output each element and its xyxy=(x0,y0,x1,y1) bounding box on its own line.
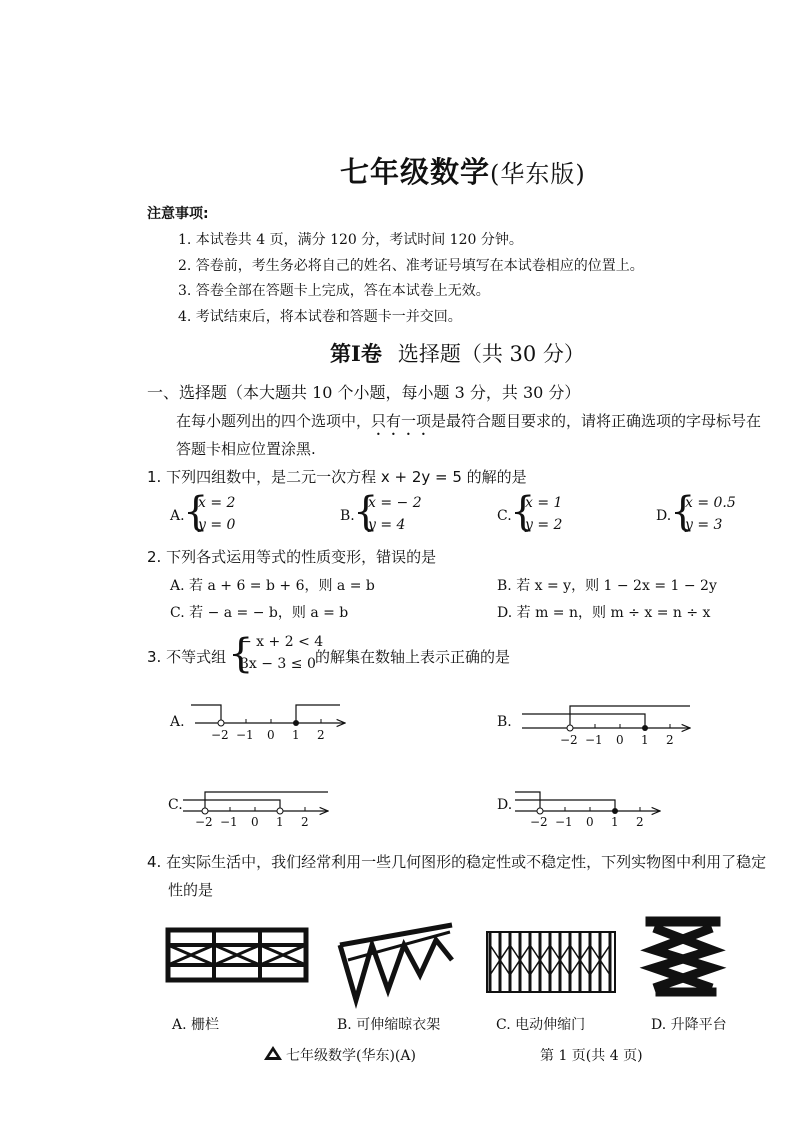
q1-a-eq2: y = 0 xyxy=(198,517,236,533)
tick-label: 1 xyxy=(611,815,619,829)
title-main: 七年级数学 xyxy=(340,155,491,189)
tick-label: −2 xyxy=(211,728,229,742)
q1-c-brace: { xyxy=(510,489,536,535)
numberline-a xyxy=(191,705,345,726)
instr-text-a: 在每小题列出的四个选项中， xyxy=(176,412,372,430)
tick-label: 0 xyxy=(616,733,624,747)
q4-stem-line-1: 4. 在实际生活中，我们经常利用一些几何图形的稳定性或不稳定性，下列实物图中利用了稳定 xyxy=(147,853,767,871)
tick-label: −2 xyxy=(195,815,213,829)
notice-item-4: 4. 考试结束后，将本试卷和答题卡一并交回。 xyxy=(178,309,462,325)
tick-label: −1 xyxy=(220,815,238,829)
tick-label: −2 xyxy=(560,733,578,747)
q3-ineq2: 3x − 3 ≤ 0 xyxy=(240,656,316,672)
q1-d-eq2: y = 3 xyxy=(685,517,723,533)
section-label: 第Ⅰ卷 xyxy=(330,341,382,366)
q1-a-label: A. xyxy=(170,508,185,524)
instr-emphasis: 只有一项 xyxy=(371,412,432,430)
q3-ineq1: − x + 2 < 4 xyxy=(240,634,324,650)
notice-item-3: 3. 答卷全部在答题卡上完成，答在本试卷上无效。 xyxy=(178,283,490,299)
tick-label: 2 xyxy=(317,728,325,742)
retractable-gate-picture xyxy=(487,932,615,992)
tick-label: 2 xyxy=(666,733,674,747)
exam-logo-icon xyxy=(264,1046,282,1060)
q1-d-eq1: x = 0.5 xyxy=(685,495,736,511)
q2-option-b: B. 若 x = y，则 1 − 2x = 1 − 2y xyxy=(497,578,717,594)
q2-stem: 2. 下列各式运用等式的性质变形，错误的是 xyxy=(147,548,437,566)
q1-d-label: D. xyxy=(656,508,672,524)
footer-page-number: 第 1 页(共 4 页) xyxy=(540,1048,643,1064)
clothes-rack-picture xyxy=(340,925,452,1000)
tick-label: 1 xyxy=(292,728,300,742)
fence-picture xyxy=(168,930,306,980)
q1-c-eq2: y = 2 xyxy=(525,517,563,533)
q1-d-brace: { xyxy=(670,489,696,535)
tick-label: −1 xyxy=(555,815,573,829)
q1-b-eq2: y = 4 xyxy=(368,517,406,533)
tick-label: 0 xyxy=(586,815,594,829)
tick-label: −1 xyxy=(585,733,603,747)
tick-label: 0 xyxy=(267,728,275,742)
q1-b-brace: { xyxy=(353,489,379,535)
q3-option-c-label: C. xyxy=(168,797,183,813)
notice-heading: 注意事项: xyxy=(147,206,209,222)
tick-label: 2 xyxy=(301,815,309,829)
section-name: 选择题（共 30 分） xyxy=(397,342,585,366)
q1-b-eq1: x = − 2 xyxy=(368,495,422,511)
tick-label: 1 xyxy=(641,733,649,747)
lift-platform-picture xyxy=(646,917,720,996)
q1-stem: 1. 下列四组数中，是二元一次方程 x + 2y = 5 的解的是 xyxy=(147,468,527,486)
q3-option-b-label: B. xyxy=(497,714,512,730)
q4-option-b: B. 可伸缩晾衣架 xyxy=(337,1017,441,1033)
footer-exam-name: 七年级数学(华东)(A) xyxy=(286,1048,416,1064)
q1-b-label: B. xyxy=(340,508,355,524)
q3-option-d-label: D. xyxy=(497,797,513,813)
q2-option-c: C. 若 − a = − b，则 a = b xyxy=(170,605,349,621)
q4-option-c: C. 电动伸缩门 xyxy=(496,1017,586,1033)
q3-option-a-label: A. xyxy=(170,714,185,730)
q1-a-brace: { xyxy=(183,489,209,535)
q3-stem-b: 的解集在数轴上表示正确的是 xyxy=(315,648,511,666)
q2-option-a: A. 若 a + 6 = b + 6，则 a = b xyxy=(170,578,375,594)
notice-item-2: 2. 答卷前，考生务必将自己的姓名、准考证号填写在本试卷相应的位置上。 xyxy=(178,258,644,274)
part-heading: 一、选择题（本大题共 10 个小题，每小题 3 分，共 30 分） xyxy=(147,383,581,402)
q4-option-d: D. 升降平台 xyxy=(651,1017,727,1033)
numberline-c xyxy=(183,792,328,814)
title-edition: (华东版) xyxy=(490,160,586,188)
q3-brace: { xyxy=(228,631,254,677)
tick-label: 0 xyxy=(251,815,259,829)
numberline-d xyxy=(515,792,660,814)
numberline-b xyxy=(522,706,690,731)
instr-text-b: 是最符合题目要求的，请将正确选项的字母标号在 xyxy=(431,412,762,430)
tick-label: 2 xyxy=(636,815,644,829)
q1-c-label: C. xyxy=(497,508,512,524)
q4-stem-line-2: 性的是 xyxy=(168,881,214,899)
instructions-line-2: 答题卡相应位置涂黑. xyxy=(176,440,316,458)
q1-a-eq1: x = 2 xyxy=(198,495,236,511)
q4-option-a: A. 栅栏 xyxy=(172,1017,220,1033)
notice-item-1: 1. 本试卷共 4 页，满分 120 分，考试时间 120 分钟。 xyxy=(178,232,523,248)
tick-label: −2 xyxy=(530,815,548,829)
tick-label: 1 xyxy=(276,815,284,829)
q3-stem-a: 3. 不等式组 xyxy=(147,648,227,666)
q2-option-d: D. 若 m = n，则 m ÷ x = n ÷ x xyxy=(497,605,711,621)
tick-label: −1 xyxy=(236,728,254,742)
q1-c-eq1: x = 1 xyxy=(525,495,563,511)
